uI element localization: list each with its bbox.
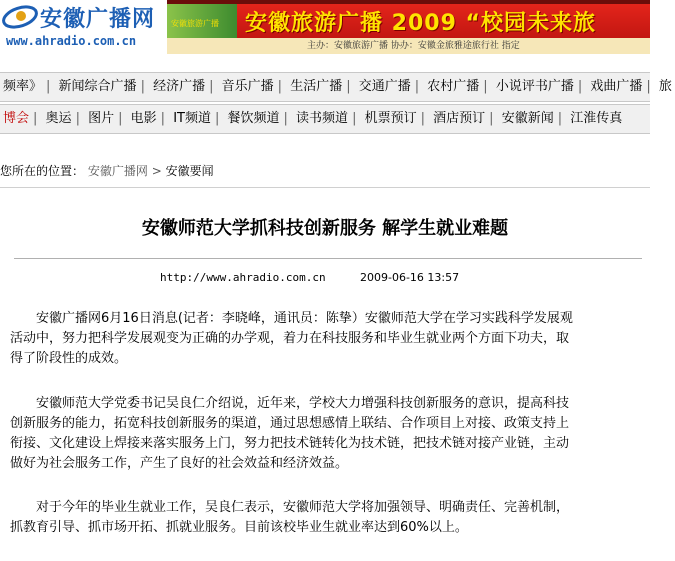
banner-subline: [167, 38, 650, 54]
article-title: 安徽师范大学抓科技创新服务 解学生就业难题: [141, 218, 509, 239]
paragraph-line: 创新服务的能力，拓宽科技创新服务的渠道，通过思想感情上联结、合作项目上对接、政策支持上: [10, 416, 570, 431]
breadcrumb-label: 您所在的位置：: [0, 164, 85, 178]
article-paragraph-2: [10, 394, 628, 474]
nav-item-olympics[interactable]: 奥运: [45, 111, 72, 126]
nav-item-news[interactable]: 新闻综合广播: [58, 79, 137, 94]
site-url: www.ahradio.com.cn: [6, 34, 137, 48]
nav-item-opera[interactable]: 戏曲广播: [590, 79, 643, 94]
nav-item-hotels[interactable]: 酒店预订: [433, 111, 486, 126]
nav-item-travel[interactable]: 旅: [658, 79, 672, 94]
nav-separator: |: [414, 79, 420, 94]
nav-separator: |: [277, 79, 283, 94]
secondary-nav: [0, 104, 650, 134]
nav-separator: |: [489, 111, 494, 126]
banner-photo: [167, 4, 237, 38]
nav-item-movies[interactable]: 电影: [130, 111, 157, 126]
paragraph-line: 对于今年的毕业生就业工作，吴良仁表示，安徽师范大学将加强领导、明确责任、完善机制，: [36, 500, 570, 515]
nav-item-reading[interactable]: 读书频道: [296, 111, 349, 126]
ad-banner[interactable]: [167, 0, 650, 54]
nav-item-novel[interactable]: 小说评书广播: [495, 79, 574, 94]
paragraph-line: 抓教育引导、抓市场开拓、抓就业服务。目前该校毕业生就业率达到60%以上。: [10, 520, 468, 535]
paragraph-line: 得了阶段性的成效。: [10, 351, 128, 366]
breadcrumb-link-section[interactable]: 安徽要闻: [165, 164, 214, 178]
logo-swoosh-icon: [0, 0, 40, 30]
paragraph-line: 活动中，努力把科学发展观变为正确的办学观，着力在科技服务和毕业生就业两个方面下功夫，取: [10, 331, 570, 346]
nav-item-jianghuai[interactable]: 江淮传真: [570, 111, 623, 126]
nav-separator: |: [160, 111, 166, 126]
article-paragraph-3: [10, 498, 628, 538]
banner-left-text: 安徽旅游广播: [171, 19, 219, 28]
site-header: [0, 0, 650, 62]
nav-item-frequency[interactable]: 频率》: [3, 79, 43, 94]
nav-separator: |: [352, 111, 357, 126]
banner-subline-text: 主办：安徽旅游广播 协办：安徽金旅雅途旅行社 指定: [307, 41, 520, 51]
nav-item-rural[interactable]: 农村广播: [427, 79, 480, 94]
nav-item-economy[interactable]: 经济广播: [153, 79, 206, 94]
nav-separator: |: [118, 111, 123, 126]
nav-item-traffic[interactable]: 交通广播: [358, 79, 411, 94]
nav-item-music[interactable]: 音乐广播: [221, 79, 274, 94]
breadcrumb: [0, 160, 650, 182]
nav-separator: |: [577, 79, 583, 94]
article-paragraph-1: [10, 309, 628, 369]
nav-item-anhui-news[interactable]: 安徽新闻: [501, 111, 554, 126]
nav-separator: |: [346, 79, 351, 94]
nav-separator: |: [75, 111, 80, 126]
nav-separator: |: [557, 111, 563, 126]
paragraph-line: 做好为社会服务工作，产生了良好的社会效益和经济效益。: [10, 456, 349, 471]
nav-separator: |: [646, 79, 651, 94]
article-source[interactable]: http://www.ahradio.com.cn: [160, 271, 326, 284]
nav-item-pictures[interactable]: 图片: [88, 111, 115, 126]
nav-separator: |: [46, 79, 51, 94]
nav-separator: |: [420, 111, 425, 126]
breadcrumb-separator: >: [151, 164, 162, 178]
banner-title: 安徽旅游广播 2009 “校园未来旅: [245, 11, 597, 36]
nav-item-life[interactable]: 生活广播: [290, 79, 343, 94]
breadcrumb-link-home[interactable]: 安徽广播网: [87, 164, 148, 178]
nav-separator: |: [283, 111, 288, 126]
nav-item-flights[interactable]: 机票预订: [364, 111, 417, 126]
primary-nav: [0, 72, 672, 102]
paragraph-line: 衔接、文化建设上焊接来落实服务上门，努力把技术链转化为技术链，把技术链对接产业链，主动: [10, 436, 570, 451]
nav-separator: |: [483, 79, 488, 94]
nav-separator: |: [214, 111, 220, 126]
site-logo[interactable]: 安徽广播网: [40, 7, 156, 32]
paragraph-line: 安徽广播网6月16日消息(记者：李晓峰，通讯员：陈挚）安徽师范大学在学习实践科学发展观: [36, 311, 573, 326]
nav-item-it[interactable]: IT频道: [173, 111, 211, 126]
paragraph-line: 安徽师范大学党委书记吴良仁介绍说，近年来，学校大力增强科技创新服务的意识，提高科技: [36, 396, 570, 411]
nav-separator: |: [33, 111, 38, 126]
banner-top-strip: [167, 0, 650, 4]
divider: [0, 187, 650, 188]
nav-item-expo[interactable]: 博会: [3, 111, 30, 126]
nav-separator: |: [209, 79, 214, 94]
title-divider: [14, 258, 642, 259]
nav-item-dining[interactable]: 餐饮频道: [227, 111, 280, 126]
nav-separator: |: [140, 79, 145, 94]
article-date: 2009-06-16 13:57: [360, 271, 460, 284]
